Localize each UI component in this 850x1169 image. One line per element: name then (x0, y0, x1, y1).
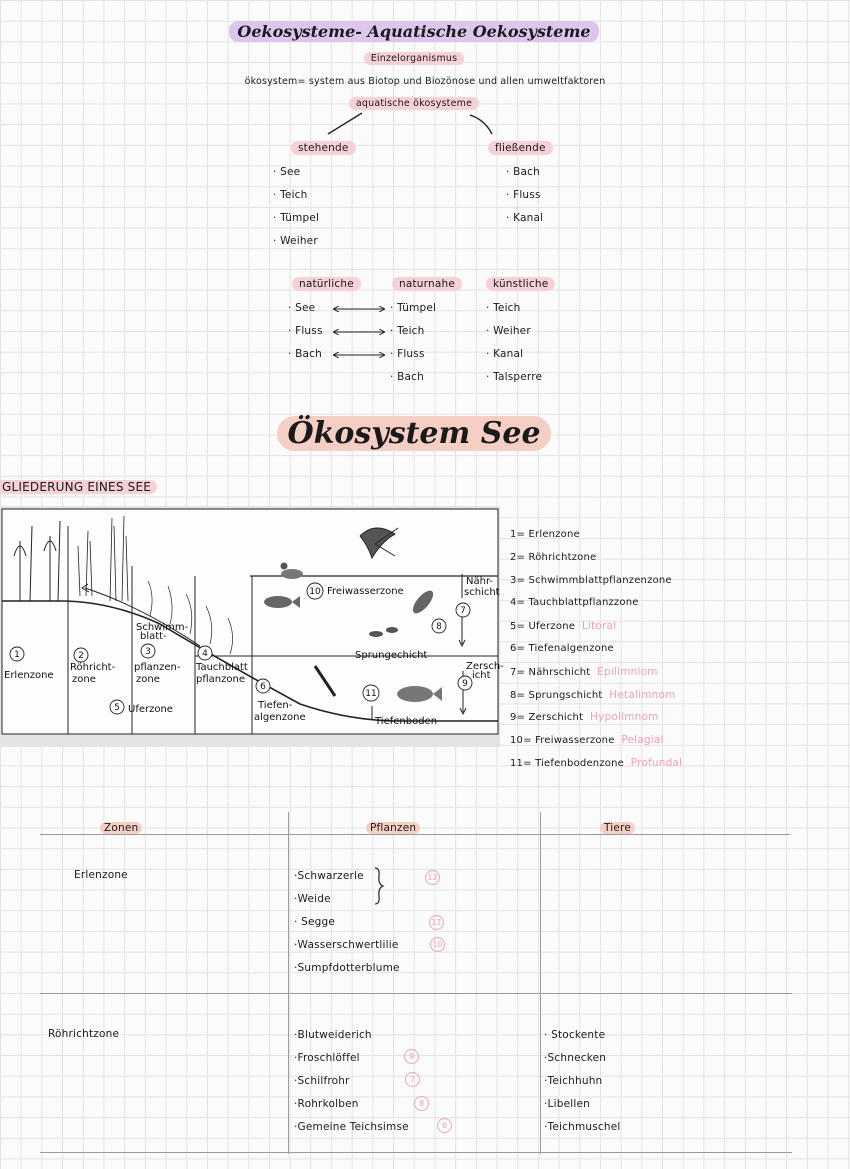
lake-title: Ökosystem See (277, 416, 550, 451)
table-header-line (40, 834, 790, 835)
list-item: · Weiher (486, 325, 531, 337)
table-header-zonen: Zonen (100, 822, 142, 834)
near-natural-label: naturnahe (392, 277, 462, 291)
table-column-divider (540, 812, 541, 1154)
table-cell-plants (294, 1024, 409, 1139)
subtitle: Einzelorganismus (364, 52, 465, 65)
list-item: · Teich (273, 189, 308, 201)
table-header-pflanzen: Pflanzen (366, 822, 420, 834)
zone-number: 11 (365, 689, 377, 699)
section-heading: GLIEDERUNG EINES SEE (0, 480, 157, 494)
definition-text: ökosystem= system aus Biotop und Biozönose und allen umweltfaktoren (244, 76, 606, 87)
list-item: ·Schilfrohr (294, 1075, 350, 1087)
list-item: ·Rohrkolben (294, 1098, 359, 1110)
label-zerschicht: icht (472, 670, 491, 681)
brace-icon (372, 866, 386, 906)
list-item: · Tümpel (273, 212, 320, 224)
zone-number: 6 (260, 682, 266, 692)
list-item: ·Froschlöffel (294, 1052, 360, 1064)
near-natural-list (390, 297, 436, 389)
zone-number: 5 (114, 703, 120, 713)
list-item: · Bach (288, 348, 322, 360)
plant-number-badge: 11 (429, 915, 444, 930)
zone-number: 1 (14, 650, 20, 660)
list-item: · Fluss (390, 348, 425, 360)
label-tiefenalgen: Tiefen- (258, 700, 293, 711)
label-tauchblatt: Tauchblatt (196, 662, 248, 673)
plant-number-badge: 12 (425, 870, 440, 885)
label-erlenzone: Erlenzone (4, 670, 54, 681)
list-item: · Bach (506, 166, 540, 178)
list-item: ·Libellen (544, 1098, 590, 1110)
zone-number: 8 (436, 622, 442, 632)
list-item: · Weiher (273, 235, 318, 247)
label-tauchblatt: pflanzone (196, 674, 245, 685)
legend-item: 9= Zerschicht Hypolimnom (510, 711, 659, 724)
label-schwimmblatt: zone (136, 674, 160, 685)
artificial-list (486, 297, 542, 389)
label-zerschicht: Zersch- (466, 661, 504, 672)
label-schwimmblatt: blatt- (140, 631, 167, 642)
label-roehricht: zone (72, 674, 96, 685)
list-item: · See (273, 166, 301, 178)
zone-number: 10 (309, 587, 321, 597)
table-row-divider (40, 993, 792, 994)
standing-list (273, 161, 319, 253)
list-item: · Fluss (506, 189, 541, 201)
label-naehrschicht: schicht (464, 587, 500, 598)
artificial-label: künstliche (486, 277, 555, 291)
zone-number: 9 (462, 679, 468, 689)
table-cell-animals (544, 1024, 621, 1139)
zone-number: 7 (460, 606, 466, 616)
list-item: ·Wasserschwertlilie (294, 939, 399, 951)
label-naehrschicht: Nähr- (466, 576, 494, 587)
list-item: · See (288, 302, 316, 314)
list-item: · Kanal (486, 348, 524, 360)
zone-legend (510, 524, 682, 775)
aquatic-label: aquatische ökosysteme (349, 97, 479, 110)
list-item: · Kanal (506, 212, 544, 224)
table-column-divider (288, 812, 289, 1154)
plant-number-badge: 9 (404, 1049, 419, 1064)
arrow-icons (330, 300, 390, 360)
label-tiefenboden: Tiefenboden (375, 716, 438, 727)
plant-number-badge: 6 (437, 1118, 452, 1133)
label-roehricht: Röhricht- (70, 662, 116, 673)
plant-number-badge: 7 (405, 1072, 420, 1087)
legend-item: 1= Erlenzone (510, 529, 580, 540)
label-schwimmblatt: pflanzen- (134, 662, 181, 673)
lake-diagram-svg (0, 506, 504, 747)
list-item: · Talsperre (486, 371, 543, 383)
flowing-label: fließende (488, 141, 553, 155)
list-item: ·Teichhuhn (544, 1075, 603, 1087)
plant-number-badge: 8 (414, 1096, 429, 1111)
legend-item: 10= Freiwasserzone Pelagial (510, 734, 664, 747)
legend-item: 7= Nährschicht Epilimniom (510, 665, 658, 678)
list-item: · Tümpel (390, 302, 437, 314)
label-uferzone: Uferzone (128, 704, 173, 715)
table-bottom-line (40, 1152, 792, 1153)
flowing-list (506, 161, 543, 230)
list-item: · Segge (294, 916, 335, 928)
list-item: · Stockente (544, 1029, 606, 1041)
legend-item: 3= Schwimmblattpflanzenzone (510, 574, 672, 586)
legend-item: 2= Röhrichtzone (510, 551, 597, 563)
list-item: ·Sumpfdotterblume (294, 962, 400, 974)
label-sprungschicht: Sprungechicht (355, 650, 428, 661)
list-item: · Bach (390, 371, 424, 383)
table-cell-zone: Erlenzone (74, 869, 128, 881)
branch-lines (320, 110, 500, 138)
list-item: ·Schwarzerle (294, 870, 364, 882)
natural-list (288, 297, 323, 366)
legend-item: 4= Tauchblattpflanzzone (510, 597, 639, 609)
zone-number: 2 (78, 651, 84, 661)
legend-item: 11= Tiefenbodenzone Profundal (510, 756, 683, 769)
list-item: ·Schnecken (544, 1052, 607, 1064)
page-title: Oekosysteme- Aquatische Oekosysteme (229, 21, 598, 42)
list-item: ·Weide (294, 893, 331, 905)
list-item: ·Blutweiderich (294, 1029, 372, 1041)
legend-item: 8= Sprungschicht Hetalimnom (510, 688, 676, 701)
natural-label: natürliche (292, 277, 361, 291)
legend-item: 6= Tiefenalgenzone (510, 642, 614, 654)
list-item: · Teich (486, 302, 521, 314)
label-freiwasser: Freiwasserzone (327, 586, 404, 597)
zone-number: 3 (145, 647, 151, 657)
label-schwimmblatt: Schwimm- (136, 622, 189, 633)
table-cell-zone: Röhrichtzone (48, 1028, 120, 1040)
standing-label: stehende (291, 141, 356, 155)
label-tiefenalgen: algenzone (254, 712, 306, 723)
list-item: · Teich (390, 325, 425, 337)
list-item: ·Teichmuschel (544, 1121, 621, 1133)
lake-diagram (0, 506, 504, 747)
zone-number: 4 (202, 649, 208, 659)
table-header-tiere: Tiere (600, 822, 635, 834)
list-item: · Fluss (288, 325, 323, 337)
plant-number-badge: 10 (430, 937, 445, 952)
legend-item: 5= Uferzone Litoral (510, 620, 617, 633)
list-item: ·Gemeine Teichsimse (294, 1121, 409, 1133)
